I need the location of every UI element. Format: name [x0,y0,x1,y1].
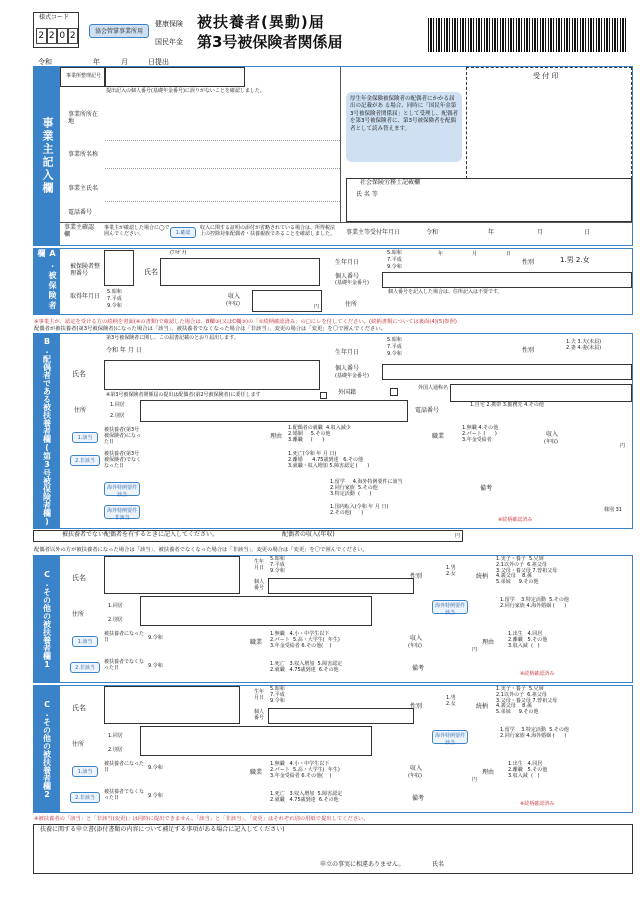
b-date-line: 令和 年 月 日 [106,347,142,354]
c2-address-input[interactable] [140,726,372,756]
form-code-digit: 2 [47,28,58,44]
office-phone-input[interactable] [105,206,340,220]
form-header [33,12,633,58]
c2-remarks-label: 備考 [412,795,425,802]
a-day: 日 [506,251,512,257]
received-year: 年 [488,229,495,236]
office-address-label: 事業所所在地 [68,111,99,125]
c1-era-showa[interactable]: 5.昭和 [270,556,285,562]
c2-era-reiwa[interactable]: 9.令和 [270,698,285,704]
a-yen: 円 [314,304,320,310]
b-income-label: 収入 [546,431,559,438]
form-title: 被扶養者(異動)届 [197,13,325,31]
c2-birth-label: 生年月日 [254,689,265,701]
c2-lost-reason[interactable]: 1.死亡 3.収入増加 5.障害認定 2.就職 4.75歳到達 6.その他 [270,791,343,803]
c1-lost-label: 被扶養者でなくなった日 [104,659,145,671]
c1-name-label: 氏名 [72,574,86,582]
owner-name-label: 事業主氏名 [68,185,99,192]
a-address-input[interactable] [382,298,632,314]
section-c2-side-label: C.その他の被扶養者欄2 [34,686,60,812]
office-name-label: 事業所名称 [68,151,99,158]
a-era-heisei[interactable]: 7.平成 [387,257,402,263]
b-income-sub: (年収) [544,439,558,445]
statement-label: 扶養に関する申立書(添付書類の内容について補足する事項がある場合に記入してください) [40,826,285,833]
c2-personal-number-input[interactable] [268,708,414,724]
b-address-label: 住所 [74,407,87,414]
a-month: 月 [472,251,478,257]
employer-side-label: 事業主記入欄 [34,67,60,245]
insured-number-label: 被保険者整理番号 [70,263,101,277]
b-relation-checked[interactable]: ※続柄確認済み [498,517,533,523]
office-name-input[interactable] [105,147,340,169]
c2-income-sub: (年収) [408,773,422,779]
insurance-type-1: 健康保険 [155,20,183,28]
b-overseas-reason[interactable]: 1.留学 4.海外特例要件に該当 2.同行家族 5.その他 3.特定活動 ( ) [330,479,403,497]
b-reason-label: 理由 [270,433,283,440]
c2-relation-label: 続柄 [476,703,489,710]
c1-sex-options[interactable]: 1.男 2.女 [446,565,456,577]
c1-applicable-badge[interactable]: 1.該当 [72,636,98,647]
c1-address-label: 住所 [72,611,85,618]
c2-same-label[interactable]: 1.同居 [108,733,123,739]
c1-lost-reason[interactable]: 1.死亡 3.収入増加 5.障害認定 2.就職 4.75歳到達 6.その他 [270,661,343,673]
a-furigana: (ﾌﾘｶﾞﾅ) [170,250,187,256]
received-date-label: 事業主等受付年月日 [346,229,401,236]
notice-spouse: 配偶者が被扶養者(第3号被保険者)になった場合は「該当」、被扶養者でなくなった場合は「非該当」、変更の場合は「変更」を〇で囲んでください。 [34,326,386,332]
office-address-input[interactable] [105,103,340,141]
a-era-reiwa[interactable]: 9.令和 [387,264,402,270]
spouse-notice-box: 厚生年金保険被保険者の配偶者にかかる届出の記載があ る場合、同時に「国民年金第3号被保険者関係届」として受理し、配偶者を第3号被保険者に、第3号被保険者を配偶者として読み替えます。 [346,92,462,162]
c2-address-label: 住所 [72,741,85,748]
c2-reason-options[interactable]: 1.出生 4.同居 2.離職 5.その他 3.収入減 ( ) [508,761,548,779]
b-became-label: 被扶養者(第3号被保険者)になった日 [104,427,141,445]
b-personal-number-label: 個人番号 [335,365,360,372]
receipt-label: 受 付 印 [533,72,559,80]
a-income-sub: (年収) [226,301,240,307]
sharoshi-label: 社会保険労務士記載欄 [360,179,421,186]
submit-month: 月 [121,58,128,66]
b-phone-label: 電話番号 [415,407,440,414]
unmarried-text: 被扶養者でない配偶者を有するときに記入してください。 [62,531,219,538]
b-foreign-checkbox[interactable] [390,388,398,396]
a-personal-number-label: 個人番号 [335,273,360,280]
c1-era-reiwa[interactable]: 9.令和 [270,568,285,574]
a-year: 年 [438,251,444,257]
b-separate-label[interactable]: 2.別居 [110,413,125,419]
c2-occupation-options[interactable]: 1.無職 4.小・中学生以下 2.パート 5.高・大学生( 年生) 3.年金受給者 6.その他( ) [270,761,340,779]
acquired-era-heisei[interactable]: 7.平成 [107,296,122,302]
c1-remarks-label: 備考 [412,665,425,672]
b-foreign-label: 外国籍 [338,389,357,396]
c2-overseas-badge[interactable]: 海外特例要件該当 [432,730,468,744]
office-code-input[interactable] [105,67,245,87]
submit-year: 年 [93,58,100,66]
c2-lost-label: 被扶養者でなくなった日 [104,789,145,801]
c1-occupation-options[interactable]: 1.無職 4.小・中学生以下 2.パート 5.高・大学生( 年生) 3.年金受給者 6.その他( ) [270,631,340,649]
acquired-era-reiwa[interactable]: 9.令和 [107,303,122,309]
b-overseas-non-badge[interactable]: 海外特例要件非該当 [104,505,140,519]
a-name-input[interactable] [160,258,320,286]
form-code-digit: 2 [68,28,79,44]
a-personal-number-input[interactable] [382,272,632,288]
owner-name-input[interactable] [105,180,340,202]
section-c1-side-label: C.その他の被扶養者欄1 [34,556,60,682]
c2-sex-options[interactable]: 1.男 2.女 [446,695,456,707]
c1-name-input[interactable] [104,556,240,594]
c2-non-applicable-badge[interactable]: 2.非該当 [70,792,100,803]
submit-day: 日提出 [148,58,169,66]
acquired-era-showa[interactable]: 5.昭和 [107,289,122,295]
notice-relation: ※事業主が、認定を受ける方の続柄を書面(※の書類)で確認した場合は、B欄③(又はC欄③)の「①続柄確認済み」の□にレを付してください。(続柄書類については裏面(4)(5)参照) [34,319,457,325]
c1-non-applicable-badge[interactable]: 2.非該当 [70,662,100,673]
b-foreign-name-input[interactable] [450,384,632,402]
c2-relation-checked[interactable]: ※続柄確認済み [520,801,555,807]
c1-birth-label: 生年月日 [254,559,265,571]
c2-income-label: 収入 [410,765,423,772]
b-personal-number-input[interactable] [382,364,632,380]
a-sex-label: 性別 [522,259,535,266]
c1-reason-options[interactable]: 1.出生 4.同居 2.離職 5.その他 3.収入減 ( ) [508,631,548,649]
b-address-input[interactable] [140,400,408,422]
c2-separate-label[interactable]: 2.別居 [108,747,123,753]
insurance-type-2: 国民年金 [155,38,183,46]
received-era: 令和 [426,229,439,236]
c1-occupation-label: 職業 [250,639,263,646]
form-subtitle: 第3号被保険者関係届 [197,33,343,51]
employer-confirm-text: 提出記入の個人番号(基礎年金番号)に誤りがないことを確認しました。 [106,88,265,94]
confirm-badge[interactable]: 1.確認 [170,227,196,238]
c1-income-label: 収入 [410,635,423,642]
b-yen: 円 [620,443,626,449]
a-income-label: 収入 [228,293,241,300]
c2-overseas-reason[interactable]: 1.留学 3.特定活動 5.その他 2.同行家族 4.海外婚姻 ( ) [500,727,569,739]
c1-overseas-badge[interactable]: 海外特例要件該当 [432,600,468,614]
b-era-heisei[interactable]: 7.平成 [387,344,402,350]
b-lost-label: 被扶養者(第3号被保険者)でなくなった日 [104,451,141,469]
c2-era-showa[interactable]: 5.昭和 [270,686,285,692]
a-address-note: 個人番号を記入した場合は、住所記入は不要です。 [388,289,503,295]
b-delegate-checkbox[interactable] [320,392,327,399]
section-a-side-label: A.被保険者欄 [34,249,60,314]
b-overseas-reason-2[interactable]: 1.国内転入(令和 年 月 日) 2.その他( ) [330,504,389,516]
section-b-side-label: B.配偶者である被扶養者欄(第3号被保険者欄) [34,334,60,528]
b-personal-number-sub: (基礎年金番号) [335,373,369,379]
c1-overseas-reason[interactable]: 1.留学 3.特定活動 5.その他 2.同行家族 4.海外婚姻 ( ) [500,597,569,609]
b-birth-label: 生年月日 [335,349,360,356]
c1-yen: 円 [472,647,478,653]
c2-era-reiwa-lost: 9.令和 [148,793,163,799]
spouse-income-label: 配偶者の収入(年収) [282,531,335,538]
a-birth-label: 生年月日 [335,259,360,266]
notice-others: 配偶者以外の方が被扶養者になった場合は「該当」、被扶養者でなくなった場合は「非該当」、変更の場合は「変更」を〇で囲んでください。 [34,547,368,553]
c1-reason-label: 理由 [482,639,495,646]
b-sex-options[interactable]: 1.夫 3.夫(未届) 2.妻 4.妻(未届) [566,339,602,351]
c1-became-label: 被扶養者になった日 [104,631,145,643]
b-non-applicable-badge[interactable]: 2.非該当 [70,455,100,466]
c2-name-label: 氏名 [72,704,86,712]
received-day: 日 [584,229,591,236]
c2-yen: 円 [472,777,478,783]
c2-personal-number-label: 個人番号 [254,709,265,721]
form-code-box [33,12,79,48]
a-era-showa[interactable]: 5.昭和 [387,250,402,256]
income-proof-note: 収入に関する証明の添付が省略されている場合は、所得税法上の控除対象配偶者・扶養親族であることを確認しました。 [200,225,336,237]
owner-confirm-label: 事業主確認欄 [64,224,95,238]
declaration-name-label: 氏名 [432,861,445,868]
c1-era-heisei[interactable]: 7.平成 [270,562,285,568]
c2-era-reiwa-became: 9.令和 [148,765,163,771]
c2-era-heisei[interactable]: 7.平成 [270,692,285,698]
b-occupation-label: 職業 [432,433,445,440]
spouse-income-yen: 円 [455,533,461,539]
notice-separate-forms: ※被扶養者の「該当」と「非該当(変更)」は同時に提出できません。「該当」と「非該当」、「変更」はそれぞれ別の用紙で提出してください。 [34,816,369,822]
c2-applicable-badge[interactable]: 1.該当 [72,766,98,777]
sharoshi-name-label: 氏 名 等 [356,191,378,198]
declaration-text: 申立の事実に相違ありません。 [320,861,405,868]
office-type-badge: 協会管掌事業所用 [89,24,149,38]
b-era-showa[interactable]: 5.昭和 [387,337,402,343]
c1-sex-label: 性別 [410,573,423,580]
c1-relation-options[interactable]: 1.実子・養子 5.兄姉 2.1以外の子 6.祖父母 3.父母・養父母 7.曾祖父母 4.義父母 8.孫 5.弟妹 9.その他 [496,556,558,585]
a-address-label: 住所 [345,301,358,308]
form-code-digit: 2 [36,28,47,44]
b-remark-code: 様別 31 [604,507,622,513]
c1-era-reiwa-lost: 9.令和 [148,663,163,669]
c1-separate-label[interactable]: 2.別居 [108,617,123,623]
office-code-label: 事業所整理記号 [66,73,102,79]
c1-same-label[interactable]: 1.同居 [108,603,123,609]
b-occupation-options[interactable]: 1.無職 4.その他 2.パート ( ) 3.年金受給者 [462,425,499,443]
c1-era-reiwa-became: 9.令和 [148,635,163,641]
b-sex-label: 性別 [522,347,535,354]
b-era-reiwa[interactable]: 9.令和 [387,351,402,357]
form-code-label: 様式コード [39,14,70,21]
submit-era: 令和 [38,58,52,66]
received-month: 月 [537,229,544,236]
a-income-input[interactable] [252,290,322,312]
c1-relation-checked[interactable]: ※続柄確認済み [520,671,555,677]
c2-sex-label: 性別 [410,703,423,710]
c2-name-input[interactable] [104,686,240,724]
a-personal-number-sub: (基礎年金番号) [335,280,369,286]
b-lost-reason[interactable]: 1.死亡(令和 年 月 日) 2.離婚 4.75歳到達 6.その他 3.就職・収入増加 5.障害認定 ( ) [288,451,370,469]
a-sex-options[interactable]: 1.男 2.女 [560,256,590,264]
form-code-digit: 0 [57,28,68,44]
b-foreign-name-label: 外国人通称名 [418,385,449,391]
a-name-label: 氏名 [144,268,158,276]
c2-occupation-label: 職業 [250,769,263,776]
c1-income-sub: (年収) [408,643,422,649]
b-overseas-badge[interactable]: 海外特例要件該当 [104,482,140,496]
b-reason-options[interactable]: 1.配偶者の就職 4.収入減少 2.婚姻 5.その他 3.離職 ( ) [288,425,351,443]
b-marriage-text: 第3号被保険者に関し、この届書記載のとおり届出します。 [106,335,239,341]
c1-personal-number-input[interactable] [268,578,414,594]
c2-reason-label: 理由 [482,769,495,776]
acquired-label: 取得年月日 [70,293,101,300]
insured-number-input[interactable] [104,250,134,286]
b-phone-options[interactable]: 1.自宅 2.携帯 3.勤務先 4.その他 [470,402,544,408]
b-same-label[interactable]: 1.同居 [110,402,125,408]
b-delegate-text: ※第3号被保険者関係届の提出は配偶者(第2号被保険者)に委任します [106,392,261,398]
barcode [428,18,628,52]
c1-personal-number-label: 個人番号 [254,579,265,591]
owner-confirm-text: 事業主が確認した場合に◯で囲んでください。 [104,225,170,237]
c2-became-label: 被扶養者になった日 [104,761,145,773]
c1-relation-label: 続柄 [476,573,489,580]
b-remarks-label: 備考 [480,485,493,492]
receipt-stamp-box [466,67,632,179]
b-name-input[interactable] [104,360,320,390]
office-phone-label: 電話番号 [68,209,93,216]
b-applicable-badge[interactable]: 1.該当 [72,432,98,443]
b-name-label: 氏名 [72,370,86,378]
c1-address-input[interactable] [140,596,372,626]
c2-relation-options[interactable]: 1.実子・養子 5.兄姉 2.1以外の子 6.祖父母 3.父母・養父母 7.曾祖父母 4.義父母 8.孫 5.弟妹 9.その他 [496,686,558,715]
